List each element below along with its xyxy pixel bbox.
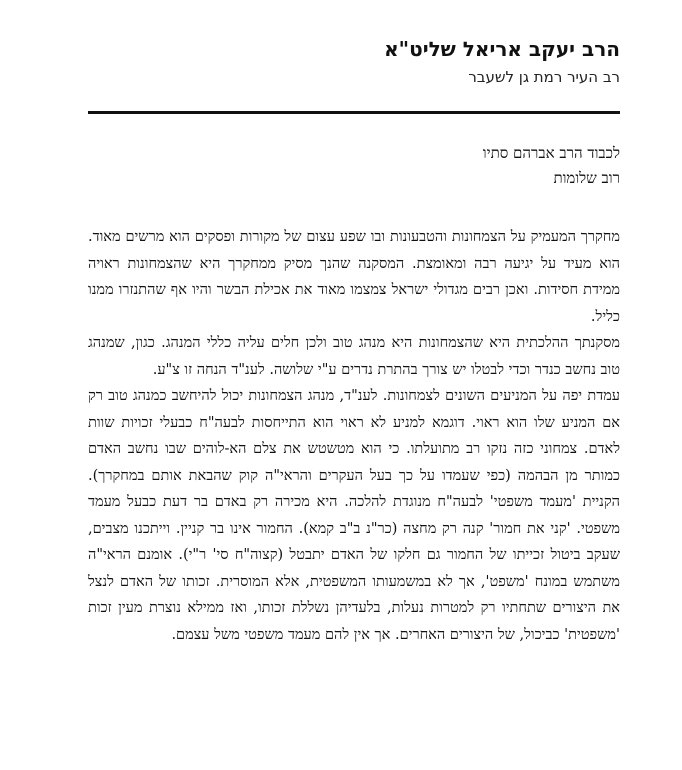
letterhead bbox=[88, 36, 620, 88]
body-paragraph: מסקנתך ההלכתית היא שהצמחונות היא מנהג טוב ולכן חלים עליה כללי המנהג. כגון, שמנהג טוב נחשב כנדר וכדי לבטלו יש צורך בהתרת נדרים ע"י שלושה. לענ"ד הנחה זו צ"ע. bbox=[88, 335, 620, 378]
header-divider bbox=[88, 111, 620, 114]
body-paragraph: מחקרך המעמיק על הצמחונות והטבעונות ובו שפע עצום של מקורות ופסקים הוא מרשים מאוד. הוא מעיד על יגיעה רבה ומאומצת. המסקנה שהנך מסיק ממחקרך היא שהצמחונות ראויה ממידת חסידות. ואכן רבים מגדולי ישראל צמצמו מאוד את אכילת הבשר והיו אף שהתנזרו ממנו כליל. bbox=[88, 229, 620, 325]
addressee: לכבוד הרב אברהם סתיו bbox=[482, 144, 620, 162]
rabbi-title: רב העיר רמת גן לשעבר bbox=[468, 68, 620, 86]
rabbi-name: הרב יעקב אריאל שליט"א bbox=[384, 37, 620, 61]
greeting: רוב שלומות bbox=[553, 169, 620, 187]
salutation bbox=[88, 141, 620, 191]
letter-body bbox=[88, 224, 620, 648]
body-paragraph: עמדת יפה על המניעים השונים לצמחונות. לענ"ד, מנהג הצמחונות יכול להיחשב כמנהג טוב רק אם המניע שלו הוא ראוי. דוגמא למניע לא ראוי הוא התייחסות לבעה"ח כבעלי זכויות שוות לאדם. צמחוני כזה נזקו רב מתועלתו. כי הוא מטשטש את צלם הא-לוהים שבו נחשב האדם כמותר מן הבהמה (כפי שעמדו על כך בעל העקרים והראי"ה קוק שהבאת אותם במחקרך). הקניית 'מעמד משפטי' לבעה"ח מנוגדת להלכה. היא מכירה רק באדם בר דעת כבעל מעמד משפטי. 'קני את חמור' קנה רק מחצה (כר"נ ב"ב קמא). החמור אינו בר קניין. וייתכנו מצבים, שעקב ביטול זכייתו של החמור גם חלקו של האדם יתבטל (קצוה"ח סי' ר"י). אומנם הראי"ה משתמש במונח 'משפט', אך לא במשמעותו המשפטית, אלא המוסרית. זכותו של האדם לנצל את היצורים שתחתיו רק למטרות נעלות, בלעדיהן נשללת זכותו, ואז ממילא נוצרת מעין זכות 'משפטית' כביכול, של היצורים האחרים. אך אין להם מעמד משפטי משל עצמם. bbox=[88, 388, 620, 643]
